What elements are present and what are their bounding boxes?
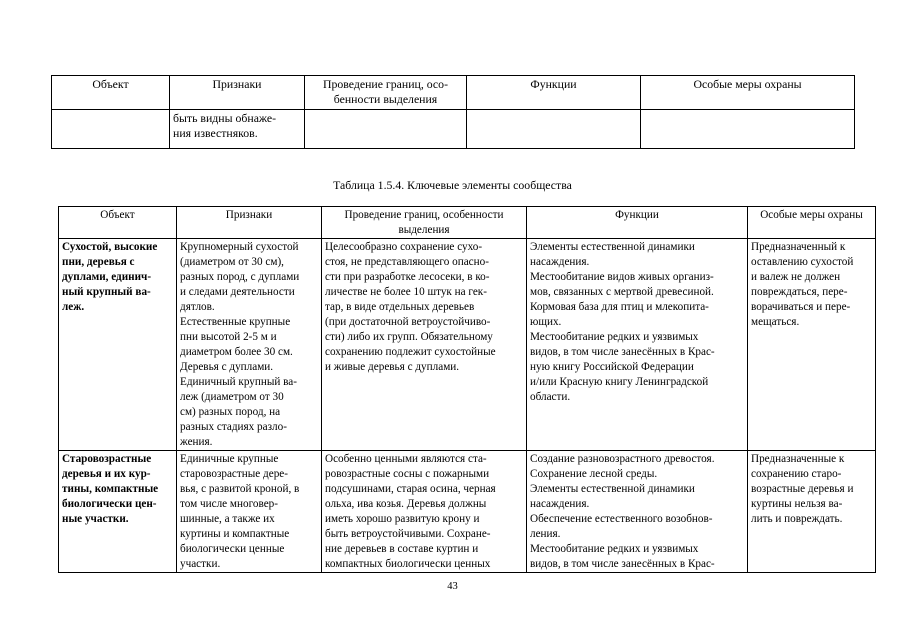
text-line: области. bbox=[530, 391, 571, 403]
text-line: ние деревьев в составе куртин и bbox=[325, 543, 479, 555]
header-priznaki bbox=[177, 207, 322, 239]
table-caption: Таблица 1.5.4. Ключевые элементы сообщества bbox=[333, 178, 572, 192]
table-row bbox=[59, 451, 876, 573]
text-line: Особенно ценными являются ста- bbox=[325, 453, 487, 465]
header-line: Особые меры охраны bbox=[760, 209, 863, 221]
text-line: ления. bbox=[530, 528, 561, 540]
cell-funktsii bbox=[527, 239, 748, 451]
text-line: иметь хорошо развитую крону и bbox=[325, 513, 480, 525]
text-line: биологически цен- bbox=[62, 498, 157, 510]
text-line: Создание разновозрастного древостоя. bbox=[530, 453, 715, 465]
page-number: 43 bbox=[447, 581, 458, 592]
text-line: леж (диаметром от 30 bbox=[180, 391, 284, 403]
cell-mery bbox=[748, 451, 876, 573]
header-line: Проведение границ, осо- bbox=[322, 77, 448, 91]
header-line: Признаки bbox=[212, 77, 262, 91]
text-line: подсушинами, старая осина, черная bbox=[325, 483, 496, 495]
text-line: ния известняков. bbox=[173, 126, 258, 140]
text-line: дуплами, единич- bbox=[62, 271, 152, 283]
text-line: биологически ценные bbox=[180, 543, 285, 555]
text-line: деревья и их кур- bbox=[62, 468, 151, 480]
text-line: возрастные деревья и bbox=[751, 483, 854, 495]
text-line: ровозрастные сосны с пожарными bbox=[325, 468, 490, 480]
cell-object bbox=[59, 239, 177, 451]
header-object bbox=[52, 76, 170, 110]
text-line: повреждаться, пере- bbox=[751, 286, 848, 298]
cell-funktsii bbox=[467, 110, 641, 149]
text-line: Единичный крупный ва- bbox=[180, 376, 297, 388]
cell-priznaki bbox=[177, 239, 322, 451]
key-elements-table bbox=[58, 206, 876, 573]
text-line: куртины нельзя ва- bbox=[751, 498, 843, 510]
text-line: Целесообразно сохранение сухо- bbox=[325, 241, 483, 253]
text-line: Естественные крупные bbox=[180, 316, 291, 328]
cell-mery bbox=[641, 110, 855, 149]
text-line: и валеж не должен bbox=[751, 271, 841, 283]
text-line: насаждения. bbox=[530, 256, 590, 268]
text-line: разных стадиях разло- bbox=[180, 421, 287, 433]
header-line: Функции bbox=[615, 209, 659, 221]
text-line: жения. bbox=[180, 436, 213, 448]
text-line: Местообитание редких и уязвимых bbox=[530, 331, 699, 343]
text-line: ную книгу Российской Федерации bbox=[530, 361, 694, 373]
text-line: (диаметром от 30 см), bbox=[180, 256, 284, 268]
header-funktsii bbox=[527, 207, 748, 239]
text-line: и следами деятельности bbox=[180, 286, 295, 298]
header-line: Особые меры охраны bbox=[693, 77, 802, 91]
text-line: видов, в том числе занесённых в Крас- bbox=[530, 346, 715, 358]
header-mery bbox=[641, 76, 855, 110]
table-row bbox=[59, 239, 876, 451]
header-object bbox=[59, 207, 177, 239]
text-line: лить и повреждать. bbox=[751, 513, 843, 525]
text-line: леж. bbox=[62, 301, 85, 313]
text-line: компактных биологически ценных bbox=[325, 558, 491, 570]
cell-object bbox=[59, 451, 177, 573]
header-line: Признаки bbox=[225, 209, 273, 221]
header-granitsy bbox=[305, 76, 467, 110]
header-line: выделения bbox=[398, 224, 450, 236]
text-line: Предназначенный к bbox=[751, 241, 846, 253]
text-line: (при достаточной ветроустойчиво- bbox=[325, 316, 491, 328]
text-line: Предназначенные к bbox=[751, 453, 845, 465]
text-line: пни высотой 2-5 м и bbox=[180, 331, 277, 343]
header-line: Объект bbox=[92, 77, 129, 91]
cell-mery bbox=[748, 239, 876, 451]
text-line: куртины и компактные bbox=[180, 528, 290, 540]
text-line: личестве не более 10 штук на гек- bbox=[325, 286, 487, 298]
text-line: сти при разработке лесосеки, в ко- bbox=[325, 271, 490, 283]
text-line: дятлов. bbox=[180, 301, 215, 313]
cell-priznaki bbox=[170, 110, 305, 149]
text-line: шинные, а также их bbox=[180, 513, 275, 525]
text-line: Обеспечение естественного возобнов- bbox=[530, 513, 713, 525]
text-line: тины, компактные bbox=[62, 483, 159, 495]
text-line: см) разных пород, на bbox=[180, 406, 281, 418]
text-line: и живые деревья с дуплами. bbox=[325, 361, 460, 373]
text-line: сохранению старо- bbox=[751, 468, 842, 480]
header-granitsy bbox=[322, 207, 527, 239]
text-line: и/или Красную книгу Ленинградской bbox=[530, 376, 709, 388]
text-line: сти) либо их групп. Обязательному bbox=[325, 331, 493, 343]
text-line: Крупномерный сухостой bbox=[180, 241, 299, 253]
text-line: Местообитание редких и уязвимых bbox=[530, 543, 699, 555]
header-line: Объект bbox=[100, 209, 135, 221]
continued-table bbox=[51, 75, 855, 149]
text-line: пни, деревья с bbox=[62, 256, 135, 268]
text-line: ный крупный ва- bbox=[62, 286, 151, 298]
cell-priznaki bbox=[177, 451, 322, 573]
text-line: Кормовая база для птиц и млекопита- bbox=[530, 301, 709, 313]
cell-granitsy bbox=[322, 451, 527, 573]
text-line: сохранению подлежит сухостойные bbox=[325, 346, 496, 358]
text-line: Старовозрастные bbox=[62, 453, 152, 465]
text-line: Деревья с дуплами. bbox=[180, 361, 274, 373]
text-line: ольха, ива козья. Деревья должны bbox=[325, 498, 487, 510]
text-line: том числе многовер- bbox=[180, 498, 278, 510]
text-line: мов, связанных с мертвой древесиной. bbox=[530, 286, 714, 298]
text-line: ные участки. bbox=[62, 513, 129, 525]
text-line: насаждения. bbox=[530, 498, 590, 510]
header-line: Функции bbox=[530, 77, 577, 91]
cell-funktsii bbox=[527, 451, 748, 573]
text-line: мещаться. bbox=[751, 316, 800, 328]
text-line: видов, в том числе занесённых в Крас- bbox=[530, 558, 715, 570]
table-header-row bbox=[59, 207, 876, 239]
text-line: Элементы естественной динамики bbox=[530, 483, 695, 495]
header-funktsii bbox=[467, 76, 641, 110]
cell-granitsy bbox=[322, 239, 527, 451]
text-line: тар, в виде отдельных деревьев bbox=[325, 301, 475, 313]
header-line: бенности выделения bbox=[333, 92, 438, 106]
header-line: Проведение границ, особенности bbox=[344, 209, 504, 221]
table-header-row bbox=[52, 76, 855, 110]
text-line: ворачиваться и пере- bbox=[751, 301, 851, 313]
cell-object bbox=[52, 110, 170, 149]
text-line: оставлению сухостой bbox=[751, 256, 854, 268]
text-line: Единичные крупные bbox=[180, 453, 279, 465]
text-line: участки. bbox=[180, 558, 221, 570]
text-line: старовозрастные дере- bbox=[180, 468, 288, 480]
cell-granitsy bbox=[305, 110, 467, 149]
text-line: вья, с развитой кроной, в bbox=[180, 483, 300, 495]
text-line: ющих. bbox=[530, 316, 562, 328]
text-line: разных пород, с дуплами bbox=[180, 271, 300, 283]
text-line: быть ветроустойчивыми. Сохране- bbox=[325, 528, 491, 540]
text-line: диаметром более 30 см. bbox=[180, 346, 293, 358]
text-line: быть видны обнаже- bbox=[173, 111, 277, 125]
text-line: Местообитание видов живых организ- bbox=[530, 271, 714, 283]
text-line: Сухостой, высокие bbox=[62, 241, 158, 253]
table-row bbox=[52, 110, 855, 149]
header-priznaki bbox=[170, 76, 305, 110]
header-mery bbox=[748, 207, 876, 239]
text-line: Сохранение лесной среды. bbox=[530, 468, 658, 480]
text-line: Элементы естественной динамики bbox=[530, 241, 695, 253]
text-line: стоя, не представляющего опасно- bbox=[325, 256, 489, 268]
